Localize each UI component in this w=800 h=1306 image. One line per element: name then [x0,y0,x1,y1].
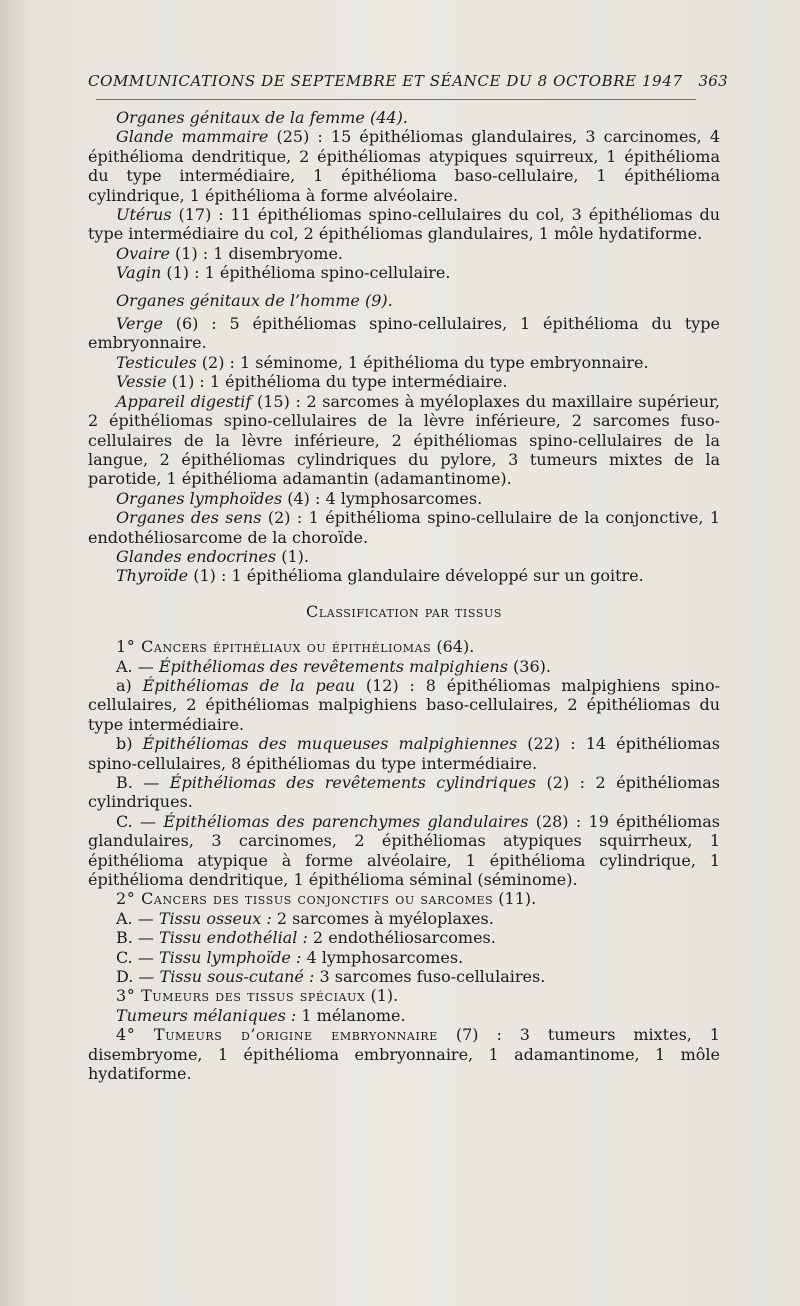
header-rule [96,99,696,100]
entry-vessie: Vessie (1) : 1 épithélioma du type intermédiaire. [116,372,508,392]
class-2-D: D. — Tissu sous-cutané : 3 sarcomes fuso-cellulaires. [116,967,546,987]
running-header [88,72,728,90]
section-heading-male: Organes génitaux de l’homme (9). [116,290,393,310]
entry-appareil-digestif: Appareil digestif (15) : 2 sarcomes à myéloplaxes du maxillaire supérieur, 2 épithéliomas spino-cellulaires de la lèvre inférieure, 2 sarcomes fuso-cellulaires de la lèvre inférieure, 2 épithéliomas spino-cellulaires de la langue, 2 épithéliomas cylindriques du pylore, 3 tumeurs mixtes de la parotide, 1 épithélioma adamantin (adamantinome). [88,391,721,489]
entry-verge: Verge (6) : 5 épithéliomas spino-cellulaires, 1 épithélioma du type embryonnaire. [88,314,720,353]
entry-uterus: Utérus (17) : 11 épithéliomas spino-cellulaires du col, 3 épithéliomas du type intermédiaire du col, 2 épithéliomas glandulaires, 1 môle hydatiforme. [88,205,720,244]
class-4-heading: 4° Tumeurs d’origine embryonnaire (7) : 3 tumeurs mixtes, 1 disembryome, 1 épithélioma embryonnaire, 1 adamantinome, 1 môle hydatiforme. [88,1025,720,1084]
classification-heading: Classification par tissus [306,601,502,621]
class-1-C: C. — Épithéliomas des parenchymes glandulaires (28) : 19 épithéliomas glandulaires, 3 carcinomes, 2 épithéliomas atypiques squirrheux, 1 épithélioma atypique à forme alvéolaire, 1 épithélioma cylindrique, 1 épithélioma dendritique, 1 épithélioma séminal (séminome). [88,811,720,890]
page-number: 363 [698,72,728,90]
entry-organes-lymphoides: Organes lymphoïdes (4) : 4 lymphosarcomes. [116,488,483,508]
running-title: COMMUNICATIONS DE SEPTEMBRE ET SÉANCE DU 8 OCTOBRE 1947 [88,72,683,90]
entry-thyroide: Thyroïde (1) : 1 épithélioma glandulaire développé sur un goitre. [116,566,644,586]
entry-ovaire: Ovaire (1) : 1 disembryome. [116,243,344,263]
class-3-heading: 3° Tumeurs des tissus spéciaux (1). [116,986,399,1006]
entry-organes-sens: Organes des sens (2) : 1 épithélioma spino-cellulaire de la conjonctive, 1 endothéliosarcome de la choroïde. [88,508,720,547]
class-2-C: C. — Tissu lymphoïde : 4 lymphosarcomes. [116,947,464,967]
class-2-B: B. — Tissu endothélial : 2 endothéliosarcomes. [116,928,496,948]
class-3-melaniques: Tumeurs mélaniques : 1 mélanome. [116,1005,406,1025]
body-text [88,108,720,1084]
class-1-A: A. — Épithéliomas des revêtements malpighiens (36). [116,656,551,676]
entry-glande-mammaire: Glande mammaire (25) : 15 épithéliomas glandulaires, 3 carcinomes, 4 épithélioma dendritique, 2 épithéliomas atypiques squirreux, 1 épithélioma du type intermédiaire, 1 épithélioma baso-cellulaire, 1 épithélioma cylindrique, 1 épithélioma à forme alvéolaire. [88,127,721,205]
class-1-B: B. — Épithéliomas des revêtements cylindriques (2) : 2 épithéliomas cylindriques. [88,773,721,812]
class-1-a: a) Épithéliomas de la peau (12) : 8 épithéliomas malpighiens spino-cellulaires, 2 épithéliomas malpighiens baso-cellulaires, 2 épithéliomas du type intermédiaire. [88,675,720,734]
section-heading-female: Organes génitaux de la femme (44). [116,108,408,127]
class-1-heading: 1° Cancers épithéliaux ou épithéliomas (64). [116,637,475,657]
class-2-A: A. — Tissu osseux : 2 sarcomes à myéloplaxes. [116,908,494,928]
class-1-b: b) Épithéliomas des muqueuses malpighiennes (22) : 14 épithéliomas spino-cellulaires, 8 épithéliomas du type intermédiaire. [88,734,720,773]
class-2-heading: 2° Cancers des tissus conjonctifs ou sarcomes (11). [116,889,537,909]
entry-testicules: Testicules (2) : 1 séminome, 1 épithélioma du type embryonnaire. [116,352,649,372]
entry-glandes-endocrines: Glandes endocrines (1). [116,546,309,566]
entry-vagin: Vagin (1) : 1 épithélioma spino-cellulaire. [116,263,451,283]
